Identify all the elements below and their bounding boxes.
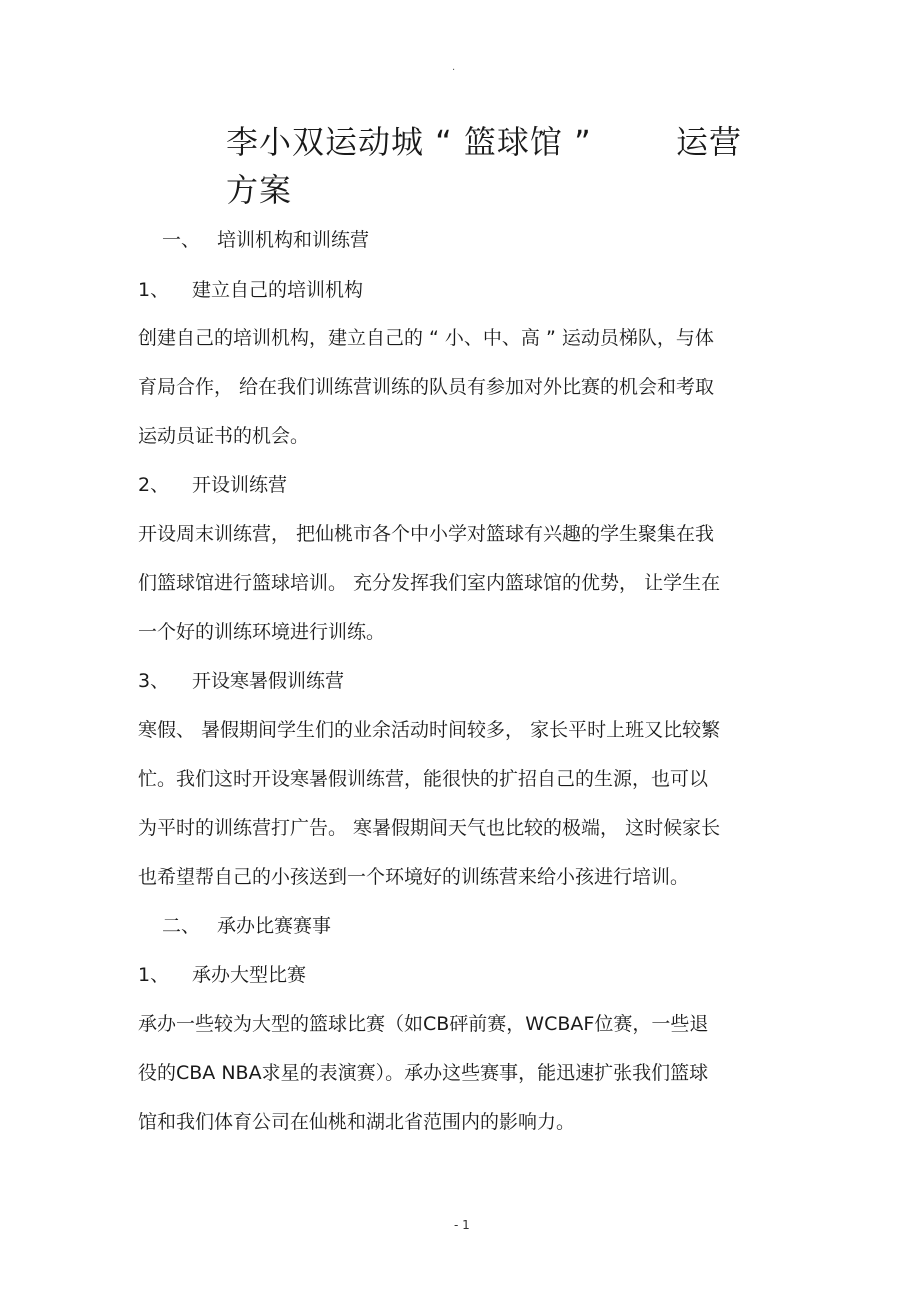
item-title: 开设训练营	[192, 474, 288, 496]
section-title: 承办比赛赛事	[217, 915, 332, 937]
paragraph-line: 忙。我们这时开设寒暑假训练营，能很快的扩招自己的生源，也可以	[138, 768, 709, 790]
paragraph-line: 一个好的训练环境进行训练。	[138, 621, 386, 643]
section-heading-1	[162, 228, 369, 252]
section-number: 一、	[162, 229, 201, 251]
item-number: 1、	[138, 279, 170, 301]
page-number: - 1	[454, 1218, 470, 1232]
document-title	[226, 118, 786, 214]
item-heading-3	[138, 669, 344, 693]
paragraph-line: 役的CBA NBA求星的表演赛）。承办这些赛事，能迅速扩张我们篮球	[138, 1062, 709, 1084]
paragraph-line: 寒假、 暑假期间学生们的业余活动时间较多， 家长平时上班又比较繁	[138, 719, 721, 741]
paragraph-line: 们篮球馆进行篮球培训。 充分发挥我们室内篮球馆的优势， 让学生在	[138, 572, 721, 594]
item-heading-2	[138, 473, 287, 497]
paragraph-line: 开设周末训练营， 把仙桃市各个中小学对篮球有兴趣的学生聚集在我	[138, 523, 715, 545]
paragraph-line: 创建自己的培训机构，建立自己的 “ 小、中、高 ” 运动员梯队，与体	[138, 327, 714, 349]
paragraph-line: 育局合作， 给在我们训练营训练的队员有参加对外比赛的机会和考取	[138, 376, 715, 398]
item-number: 1、	[138, 964, 170, 986]
title-part1: 李小双运动城 “ 篮球馆 ”	[226, 123, 592, 161]
item-title: 开设寒暑假训练营	[192, 670, 345, 692]
item-heading-1	[138, 278, 363, 302]
section-heading-2	[162, 914, 331, 938]
title-part2: 运营	[675, 123, 742, 161]
item-number: 2、	[138, 474, 170, 496]
section-number: 二、	[162, 915, 201, 937]
item-title: 承办大型比赛	[192, 964, 307, 986]
paragraph-line: 承办一些较为大型的篮球比赛（如CB砰前赛，WCBAF位赛，一些退	[138, 1013, 709, 1035]
item-title: 建立自己的培训机构	[192, 279, 364, 301]
title-line2: 方案	[226, 171, 293, 209]
paragraph-line: 运动员证书的机会。	[138, 425, 310, 447]
paragraph-line: 为平时的训练营打广告。 寒暑假期间天气也比较的极端， 这时候家长	[138, 817, 721, 839]
item-number: 3、	[138, 670, 170, 692]
paragraph-line: 馆和我们体育公司在仙桃和湖北省范围内的影响力。	[138, 1111, 576, 1133]
header-mark: .	[452, 62, 456, 73]
section-title: 培训机构和训练营	[217, 229, 370, 251]
paragraph-line: 也希望帮自己的小孩送到一个环境好的训练营来给小孩进行培训。	[138, 866, 690, 888]
item-heading-4	[138, 963, 306, 987]
